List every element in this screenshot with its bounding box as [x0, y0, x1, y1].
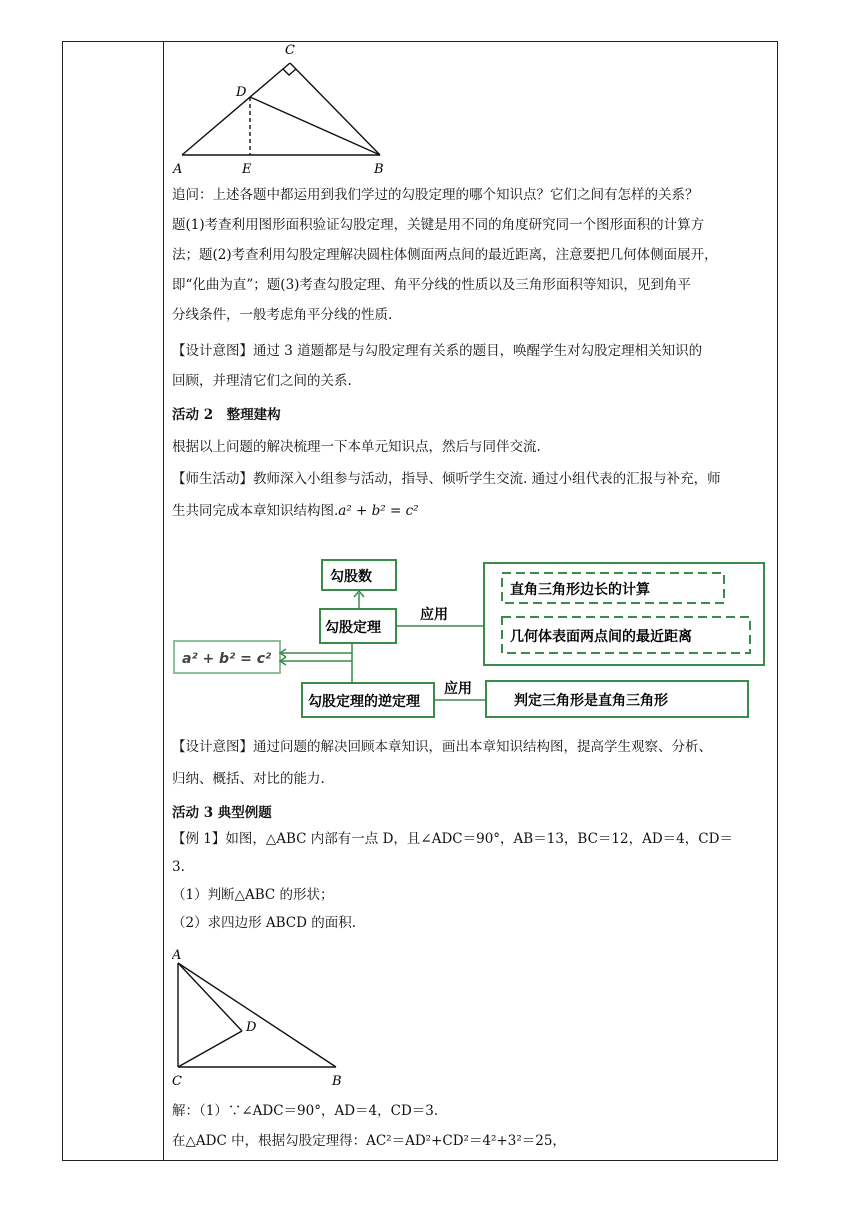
diagram-apply-top: 应用 — [420, 607, 448, 623]
diagram-app-3: 判定三角形是直角三角形 — [514, 693, 668, 709]
analysis-line-1: 题(1)考查利用图形面积验证勾股定理，关键是用不同的角度研究同一个图形面积的计算方 — [172, 217, 705, 233]
knowledge-structure-diagram — [172, 553, 770, 723]
fig2-label-C: C — [172, 1074, 182, 1089]
activity-2-description: 根据以上问题的解决梳理一下本单元知识点，然后与同伴交流. — [172, 439, 541, 455]
example-1-line-1: 【例 1】如图，△ABC 内部有一点 D，且∠ADC＝90°，AB＝13，BC＝12，AD＝4，CD＝ — [172, 831, 733, 847]
label-E: E — [242, 162, 252, 177]
diagram-apply-bottom: 应用 — [444, 681, 472, 697]
label-A: A — [173, 162, 183, 177]
table-column-divider — [163, 41, 164, 1161]
analysis-line-3: 即“化曲为直”；题(3)考查勾股定理、角平分线的性质以及三角形面积等知识，见到角平 — [172, 277, 691, 293]
teacher-activity-line-2 — [172, 497, 770, 525]
diagram-formula: a² + b² = c² — [182, 651, 272, 667]
diagram-app-1: 直角三角形边长的计算 — [510, 582, 650, 598]
teacher-activity-text: 生共同完成本章知识结构图. — [172, 503, 339, 519]
fig2-label-A: A — [172, 948, 182, 963]
activity-2-heading: 活动 2 整理建构 — [172, 407, 281, 423]
label-C: C — [285, 43, 295, 58]
design-intent-1-line-2: 回顾，并理清它们之间的关系. — [172, 373, 352, 389]
diagram-app-2: 几何体表面两点间的最近距离 — [510, 629, 692, 645]
diagram-converse: 勾股定理的逆定理 — [308, 694, 420, 710]
fig2-label-B: B — [332, 1074, 342, 1089]
question-1: （1）判断△ABC 的形状； — [172, 887, 334, 903]
teacher-activity-formula: a² + b² = c² — [338, 503, 419, 519]
teacher-activity-line-1: 【师生活动】教师深入小组参与活动，指导、倾听学生交流. 通过小组代表的汇报与补充，师 — [172, 471, 721, 487]
solution-line-1: 解：（1）∵∠ADC＝90°，AD＝4，CD＝3. — [172, 1103, 439, 1119]
design-intent-2-line-2: 归纳、概括、对比的能力. — [172, 771, 325, 787]
solution-line-2: 在△ADC 中，根据勾股定理得：AC²＝AD²+CD²＝4²+3²＝25， — [172, 1133, 566, 1149]
label-B: B — [374, 162, 384, 177]
activity-3-heading: 活动 3 典型例题 — [172, 805, 272, 821]
diagram-theorem: 勾股定理 — [325, 620, 381, 636]
example-1-line-2: 3. — [172, 859, 185, 875]
label-D: D — [236, 85, 247, 100]
question-2: （2）求四边形 ABCD 的面积. — [172, 915, 357, 931]
followup-question: 追问：上述各题中都运用到我们学过的勾股定理的哪个知识点？它们之间有怎样的关系？ — [172, 187, 699, 203]
analysis-line-4: 分线条件，一般考虑角平分线的性质. — [172, 307, 393, 323]
fig2-label-D: D — [246, 1020, 257, 1035]
design-intent-2-line-1: 【设计意图】通过问题的解决回顾本章知识，画出本章知识结构图，提高学生观察、分析、 — [172, 739, 712, 755]
analysis-line-2: 法；题(2)考查利用勾股定理解决圆柱体侧面两点间的最近距离，注意要把几何体侧面展开， — [172, 247, 718, 263]
design-intent-1-line-1: 【设计意图】通过 3 道题都是与勾股定理有关系的题目，唤醒学生对勾股定理相关知识的 — [172, 343, 703, 359]
triangle-figure-2 — [172, 943, 352, 1091]
diagram-gougushu: 勾股数 — [330, 569, 372, 585]
triangle-figure-1 — [172, 41, 402, 181]
